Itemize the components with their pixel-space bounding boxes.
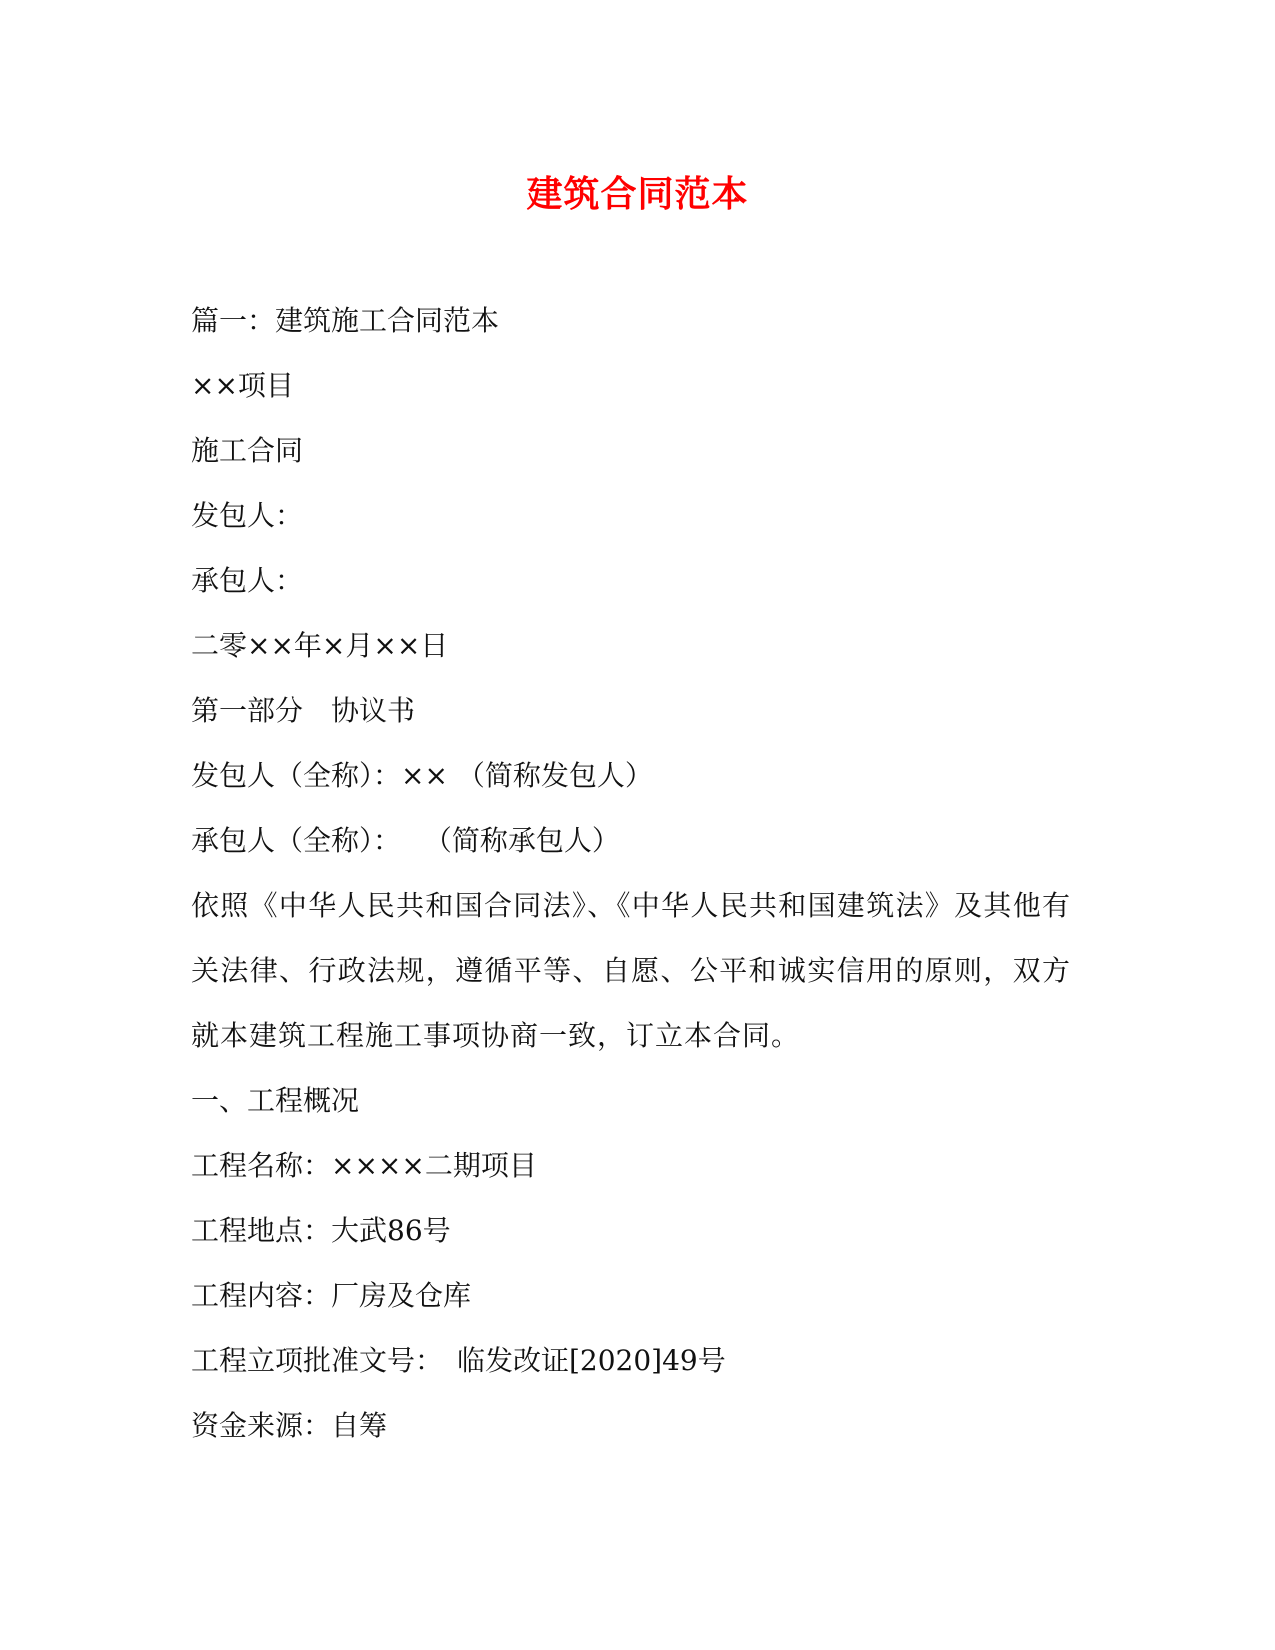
employer-line: 发包人： — [191, 499, 304, 532]
contractor-fullname-line: 承包人（全称）： （简称承包人） — [191, 824, 620, 857]
part-one-heading: 第一部分 协议书 — [191, 694, 416, 727]
contractor-line: 承包人： — [191, 564, 304, 597]
document-title: 建筑合同范本 — [526, 173, 749, 215]
project-info-item: 工程内容：厂房及仓库 — [191, 1279, 472, 1312]
date-line: 二零××年×月××日 — [191, 629, 449, 662]
project-info-item: 工程名称：××××二期项目 — [191, 1149, 537, 1182]
contract-type-line: 施工合同 — [191, 434, 304, 467]
section-heading: 一、工程概况 — [191, 1084, 360, 1117]
employer-fullname-line: 发包人（全称）：×× （简称发包人） — [191, 759, 653, 792]
preamble-paragraph: 依照《中华人民共和国合同法》、《中华人民共和国建筑法》及其他有关法律、行政法规，遵循平等、自愿、公平和诚实信用的原则，双方就本建筑工程施工事项协商一致，订立本合同。 — [191, 889, 1071, 1052]
project-info-item: 工程地点：大武86号 — [191, 1214, 451, 1247]
project-info-item: 资金来源：自筹 — [191, 1409, 388, 1442]
document-body — [191, 288, 1071, 1458]
project-name-line: ××项目 — [191, 369, 294, 402]
project-info-item: 工程立项批准文号： 临发改证[2020]49号 — [191, 1344, 726, 1377]
chapter-heading: 篇一：建筑施工合同范本 — [191, 304, 500, 337]
